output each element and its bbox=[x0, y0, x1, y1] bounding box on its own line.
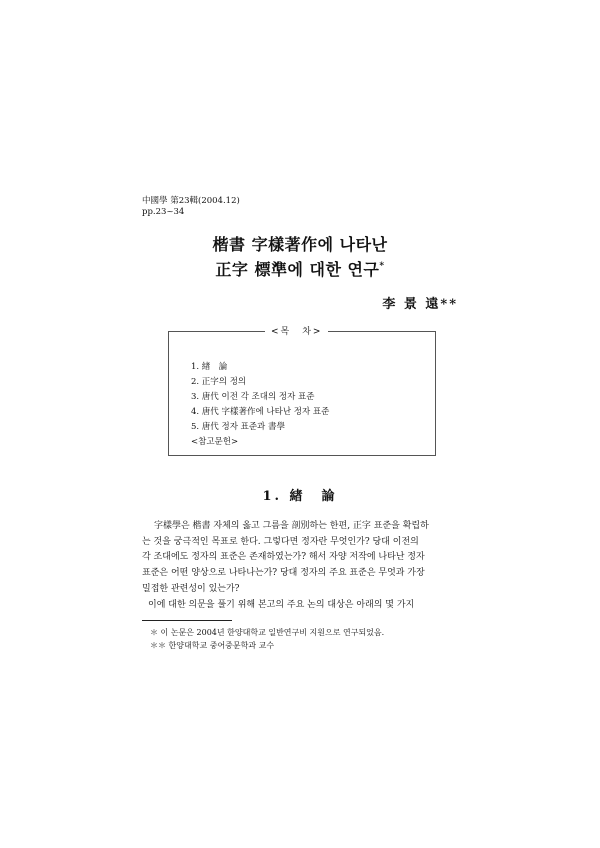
body-line: 밀접한 관련성이 있는가? bbox=[142, 583, 240, 594]
footnote: ＊ 이 논문은 2004년 한양대학교 일반연구비 지원으로 연구되었음. bbox=[150, 628, 385, 637]
footnote: ＊＊ 한양대학교 중어중문학과 교수 bbox=[150, 641, 275, 650]
toc-item: 1. 緖 論 bbox=[191, 362, 228, 372]
page-range: pp.23~34 bbox=[142, 206, 185, 217]
section-heading: 1. 緖 論 bbox=[262, 489, 338, 504]
footnote-divider bbox=[142, 620, 232, 621]
body-paragraphs bbox=[142, 519, 458, 613]
paper-title-line-1 bbox=[0, 232, 600, 255]
title-line-2-text: 正字 標準에 대한 연구 bbox=[215, 260, 380, 279]
author-name: 李 景 遠** bbox=[382, 297, 458, 312]
journal-issue: 中國學 第23輯(2004.12) bbox=[142, 196, 240, 206]
paper-title-line-2 bbox=[0, 257, 600, 280]
title-footnote-mark: * bbox=[379, 261, 385, 272]
body-line: 는 것을 궁극적인 목표로 한다. 그렇다면 정자란 무엇인가? 당대 이전의 bbox=[142, 536, 419, 547]
footnotes bbox=[150, 626, 384, 652]
toc-heading: <목 차> bbox=[265, 324, 328, 337]
toc-item: 3. 唐代 이전 각 조대의 정자 표준 bbox=[191, 392, 315, 402]
body-line: 字樣學은 楷書 자체의 옳고 그름을 剖別하는 한편, 正字 표준을 확립하 bbox=[154, 521, 429, 531]
toc-item: 5. 唐代 정자 표준과 書學 bbox=[191, 422, 285, 432]
toc-list bbox=[191, 360, 329, 450]
toc-item: 2. 正字의 정의 bbox=[191, 377, 247, 387]
journal-header bbox=[142, 196, 240, 217]
body-line: 이에 대한 의문을 풀기 위해 본고의 주요 논의 대상은 아래의 몇 가지 bbox=[148, 599, 415, 610]
toc-item: <참고문헌> bbox=[191, 437, 239, 447]
body-line: 표준은 어떤 양상으로 나타나는가? 당대 정자의 주요 표준은 무엇과 가장 bbox=[142, 568, 425, 579]
body-line: 각 조대에도 정자의 표준은 존재하였는가? 해서 자양 저작에 나타난 정자 bbox=[142, 552, 425, 563]
title-line-1-text: 楷書 字樣著作에 나타난 bbox=[212, 235, 388, 254]
toc-item: 4. 唐代 字樣著作에 나타난 정자 표준 bbox=[191, 407, 330, 417]
